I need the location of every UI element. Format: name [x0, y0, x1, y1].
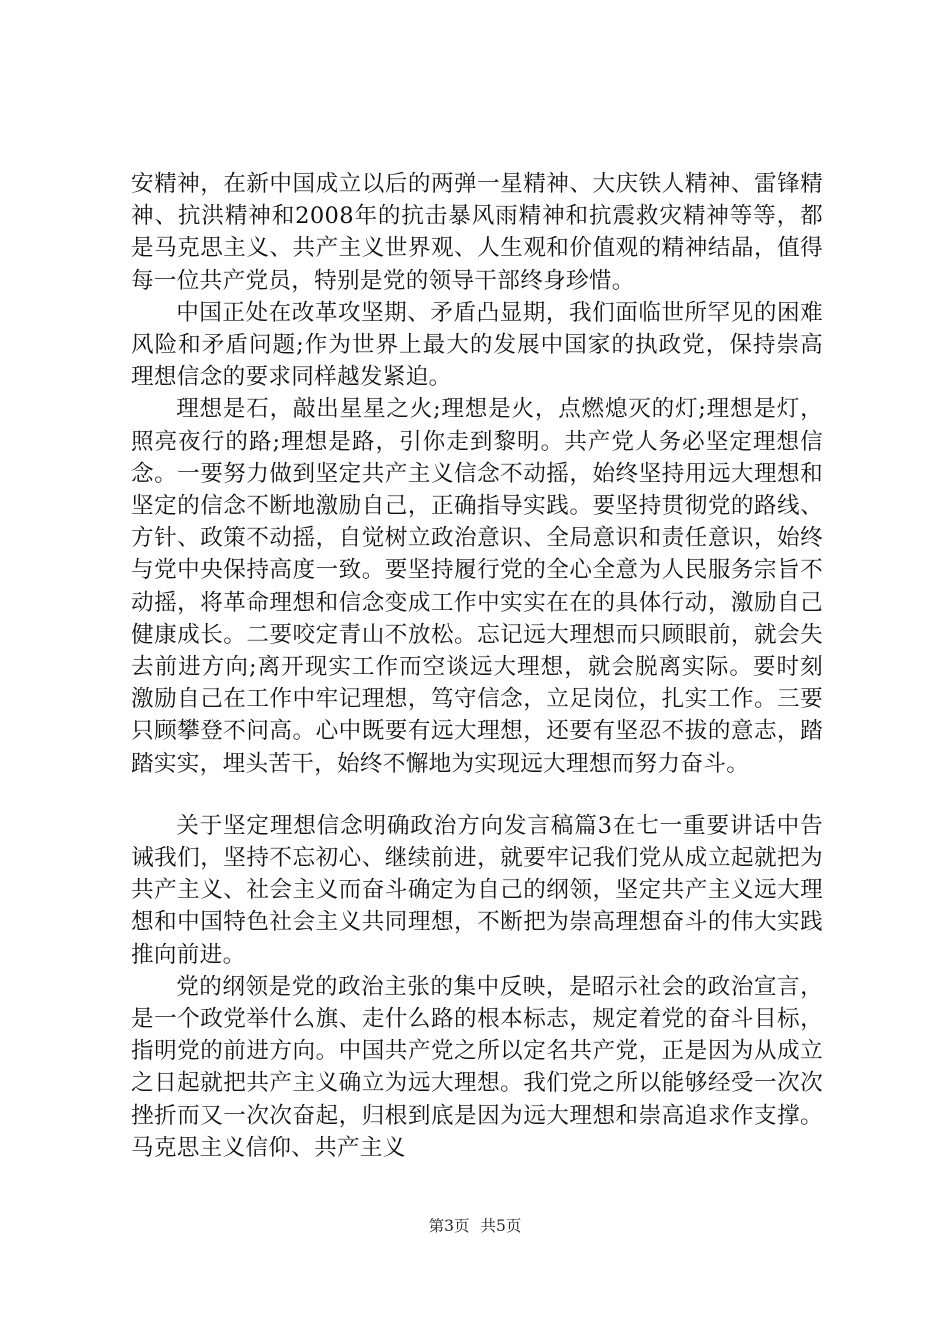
paragraph-gap [131, 780, 823, 810]
paragraph-4: 关于坚定理想信念明确政治方向发言稿篇3在七一重要讲话中告诫我们，坚持不忘初心、继续前进，就要牢记我们党从成立起就把为共产主义、社会主义而奋斗确定为自己的纲领，坚定共产主义远大理想和中国特色社会主义共同理想，不断把为崇高理想奋斗的伟大实践推向前进。 [131, 812, 823, 968]
paragraph-1: 安精神，在新中国成立以后的两弹一星精神、大庆铁人精神、雷锋精神、抗洪精神和2008年的抗击暴风雨精神和抗震救灾精神等等，都是马克思主义、共产主义世界观、人生观和价值观的精神结晶，值得每一位共产党员，特别是党的领导干部终身珍惜。 [131, 171, 823, 294]
page-number-total: 共5页 [480, 1217, 522, 1235]
paragraph-5: 党的纲领是党的政治主张的集中反映，是昭示社会的政治宣言，是一个政党举什么旗、走什么路的根本标志，规定着党的奋斗目标，指明党的前进方向。中国共产党之所以定名共产党，正是因为从成立之日起就把共产主义确立为远大理想。我们党之所以能够经受一次次挫折而又一次次奋起，归根到底是因为远大理想和崇高追求作支撑。马克思主义信仰、共产主义 [131, 973, 823, 1161]
page-number-current: 第3页 [428, 1217, 470, 1235]
paragraph-3: 理想是石，敲出星星之火;理想是火，点燃熄灭的灯;理想是灯，照亮夜行的路;理想是路，引你走到黎明。共产党人务必坚定理想信念。一要努力做到坚定共产主义信念不动摇，始终坚持用远大理想和坚定的信念不断地激励自己，正确指导实践。要坚持贯彻党的路线、方针、政策不动摇，自觉树立政治意识、全局意识和责任意识，始终与党中央保持高度一致。要坚持履行党的全心全意为人民服务宗旨不动摇，将革命理想和信念变成工作中实实在在的具体行动，激励自己健康成长。二要咬定青山不放松。忘记远大理想而只顾眼前，就会失去前进方向;离开现实工作而空谈远大理想，就会脱离实际。要时刻激励自己在工作中牢记理想，笃守信念，立足岗位，扎实工作。三要只顾攀登不问高。心中既要有远大理想，还要有坚忍不拔的意志，踏踏实实，埋头苦干，始终不懈地为实现远大理想而努力奋斗。 [131, 396, 823, 777]
paragraph-2: 中国正处在改革攻坚期、矛盾凸显期，我们面临世所罕见的困难风险和矛盾问题;作为世界上最大的发展中国家的执政党，保持崇高理想信念的要求同样越发紧迫。 [131, 299, 823, 391]
page-footer [0, 1216, 950, 1236]
document-body [131, 168, 823, 1164]
